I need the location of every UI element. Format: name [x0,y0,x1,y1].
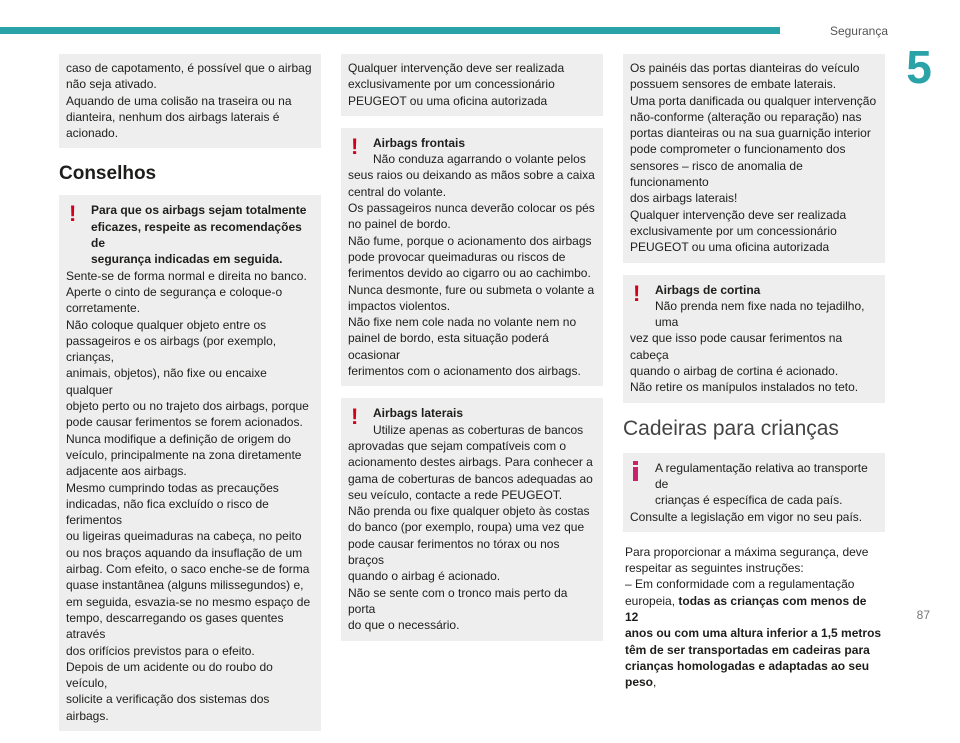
text-line: Os painéis das portas dianteiras do veículo [630,61,860,75]
warning-title-laterais: Airbags laterais [373,406,464,421]
text-line: acionado. [66,126,119,141]
info-box-regulamentacao [623,453,885,532]
info-body [630,460,878,509]
text-line: Não conduza agarrando o volante pelos [373,152,586,167]
text-line: seus raios ou deixando as mãos sobre a caixa [348,168,595,183]
text-line: eficazes, respeite as recomendações de [91,219,302,251]
text-line: dianteira, nenhum dos airbags laterais é [66,109,280,124]
warning-icon: ! [69,201,77,227]
text-line: pode comprometer o funcionamento dos [630,142,846,157]
note-box-capotamento [59,54,321,148]
text-line: caso de capotamento, é possível que o airbag [66,61,312,75]
column-3 [623,54,885,691]
header-accent-bar [0,27,780,34]
text-line: Qualquer intervenção deve ser realizada [348,61,565,75]
text-line: Mesmo cumprindo todas as precauções [66,480,279,495]
text-line: impactos violentos. [348,298,451,313]
warning-body [66,268,314,724]
warning-box-airbags-laterais [341,398,603,640]
warning-body-frontais [348,151,596,379]
text-line: crianças é específica de cada país. [655,493,843,508]
warning-box-airbags-frontais [341,128,603,386]
text-line: ou nos braços aquando da insuflação de um [66,545,303,560]
text-line: anos ou com uma altura inferior a 1,5 metros [625,626,882,641]
chapter-number: 5 [906,41,932,93]
text-line: Não fume, porque o acionamento dos airbags [348,233,592,248]
text-line: airbag. Com efeito, o saco enche-se de forma [66,562,310,577]
text-line: pode causar ferimentos se forem acionados. [66,415,303,430]
text-line: Não prenda ou fixe qualquer objeto às costas [348,504,590,519]
text-line: do banco (por exemplo, roupa) uma vez que [348,520,585,535]
text-line: Os passageiros nunca deverão colocar os pés [348,201,595,216]
text-line: Utilize apenas as coberturas de bancos [373,422,584,437]
text-line: tempo, descarregando os gases quentes através [66,610,284,642]
text-line: objeto perto ou no trajeto dos airbags, porque [66,399,309,414]
text-line: PEUGEOT ou uma oficina autorizada [348,93,548,108]
warning-body-laterais [348,422,596,634]
text-line: exclusivamente por um concessionário [630,223,837,238]
text-line: em seguida, esvazia-se no mesmo espaço de [66,594,311,609]
text-line: Não fixe nem cole nada no volante nem no [348,315,577,330]
text-line: indicadas, não fica excluído o risco de ferimentos [66,496,269,528]
warning-icon: ! [351,133,359,159]
text-line: ferimentos com o acionamento dos airbags. [348,364,581,379]
text-line: PEUGEOT ou uma oficina autorizada [630,240,830,255]
text-line: quando o airbag é acionado. [348,569,501,584]
text-line: seu veículo, contacte a rede PEUGEOT. [348,487,563,502]
warning-title-frontais: Airbags frontais [373,135,466,150]
text-line: no painel de bordo. [348,217,451,232]
text-line: solicite a verificação dos sistemas dos airbags. [66,692,270,723]
text-line: Aperte o cinto de segurança e coloque-o [66,284,283,299]
text-line: adjacente aos airbags. [66,464,187,479]
text-line: Para que os airbags sejam totalmente [91,203,307,218]
page-number: 87 [916,608,930,622]
text-line: não seja ativado. [66,77,157,92]
text-line: animais, objetos), não fixe ou encaixe qualquer [66,366,267,397]
text-line: painel de bordo, esta situação poderá ocasionar [348,331,549,362]
text-bold: todas as crianças com menos de 12 [625,593,867,625]
text-line: sensores – risco de anomalia de funcionamento [630,158,803,190]
text-line: pode causar ferimentos no tórax ou nos braços [348,536,560,568]
text-plain: europeia, [625,593,679,608]
text-line: veículo, principalmente na zona diretamente [66,447,302,462]
text-line: passageiros e os airbags (por exemplo, crianças, [66,333,277,365]
text-line: têm de ser transportadas em cadeiras para [625,642,870,657]
warning-title [66,202,314,267]
text-line: Depois de um acidente ou do roubo do veículo, [66,659,273,691]
note-box-sensores [623,54,885,263]
paragraph-bold-lines [625,625,883,658]
text-line: ferimentos devido ao cigarro ou ao cachimbo. [348,266,591,281]
text-line: aprovadas que sejam compatíveis com o [348,438,567,453]
text-line: Nunca modifique a definição de origem do [66,431,291,446]
text-line: pode provocar queimaduras ou riscos de [348,249,566,264]
text-line: Aquando de uma colisão na traseira ou na [66,93,292,108]
paragraph-mixed-line [625,593,883,626]
text-line: exclusivamente por um concessionário [348,77,555,92]
warning-body-cortina [630,298,878,396]
info-last-line: Consulte a legislação em vigor no seu país. [630,509,863,524]
text-line: portas dianteiras ou na sua guarnição interior [630,126,871,141]
text-line: dos airbags laterais! [630,191,738,206]
text-line: do que o necessário. [348,618,460,633]
paragraph-last-line [625,658,883,691]
text-line: – Em conformidade com a regulamentação [625,577,855,592]
text-line: quase instantânea (alguns milissegundos) e, [66,578,304,593]
text-line: possuem sensores de embate laterais. [630,77,837,92]
text-line: Não se sente com o tronco mais perto da porta [348,585,568,616]
warning-icon: ! [633,280,641,306]
text-line: corretamente. [66,301,141,316]
column-2 [341,54,603,653]
heading-conselhos: Conselhos [59,163,157,185]
text-line: central do volante. [348,184,447,199]
text-bold: crianças homologadas e adaptadas ao seu peso [625,658,870,690]
text-line: respeitar as seguintes instruções: [625,561,804,576]
text-line: Sente-se de forma normal e direita no banco. [66,268,307,283]
text-line: dos orifícios previstos para o efeito. [66,643,255,658]
text-line: ou ligeiras queimaduras na cabeça, no peito [66,529,302,544]
text-line: Não coloque qualquer objeto entre os [66,317,267,332]
heading-cadeiras: Cadeiras para crianças [623,416,839,440]
text-line: quando o airbag de cortina é acionado. [630,364,839,379]
text-line: gama de coberturas de bancos adequadas ao [348,471,593,486]
info-icon [633,461,638,481]
text-line: não-conforme (alteração ou reparação) nas [630,109,862,124]
text-plain: , [653,675,657,690]
text-line: acionamento destes airbags. Para conhecer a [348,455,593,470]
warning-box-airbags-cortina [623,275,885,403]
text-line: Para proporcionar a máxima segurança, deve [625,544,869,559]
warning-box-conselhos [59,195,321,731]
note-box-intervencao [341,54,603,116]
text-line: vez que isso pode causar ferimentos na cabeça [630,331,843,362]
text-line: A regulamentação relativa ao transporte de [655,460,868,491]
paragraph-lines [625,544,883,593]
section-title: Segurança [829,24,888,38]
text-line: Nunca desmonte, fure ou submeta o volante a [348,282,595,297]
text-line: Não retire os manípulos instalados no teto. [630,380,859,395]
text-line: Uma porta danificada ou qualquer intervenção [630,93,877,108]
text-line: Não prenda nem fixe nada no tejadilho, uma [655,298,865,330]
paragraph-instrucoes [623,544,885,691]
text-line: Qualquer intervenção deve ser realizada [630,207,847,222]
warning-icon: ! [351,404,359,430]
text-line: segurança indicadas em seguida. [91,252,283,267]
warning-title-cortina: Airbags de cortina [655,282,761,297]
